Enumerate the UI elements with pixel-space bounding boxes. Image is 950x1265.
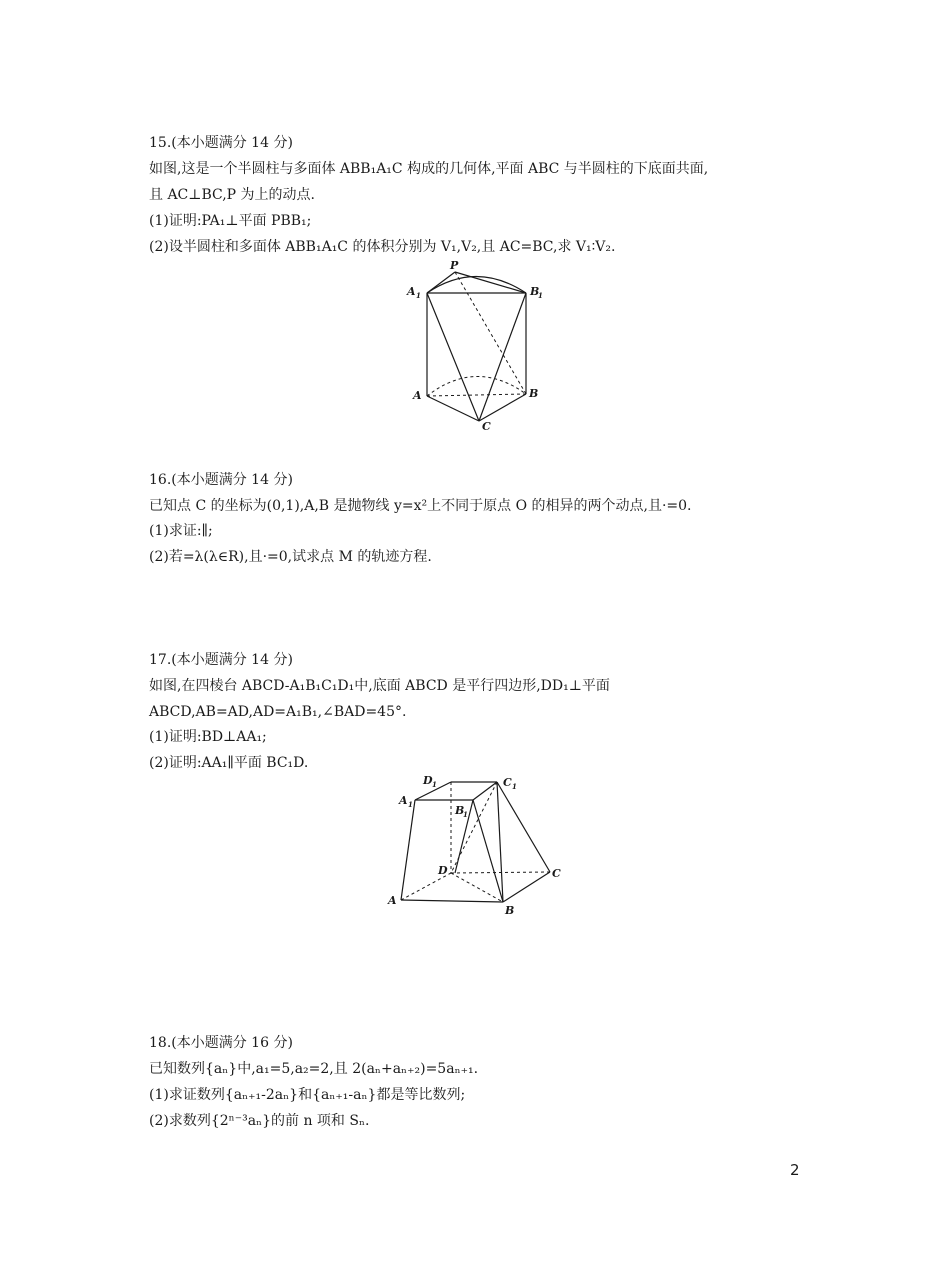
q17-label-C1: C bbox=[503, 776, 512, 789]
q17-part2: (2)证明:AA₁∥平面 BC₁D. bbox=[149, 755, 309, 771]
q16-line1: 已知点 C 的坐标为(0,1),A,B 是抛物线 y=x²上不同于原点 O 的相异的两个动点,且·=0. bbox=[149, 498, 692, 514]
q17-label-C1-sub: 1 bbox=[512, 782, 517, 791]
q15-header: 15.(本小题满分 14 分) bbox=[149, 135, 293, 151]
q17-label-C: C bbox=[552, 867, 561, 880]
q16-part2: (2)若=λ(λ∈R),且·=0,试求点 M 的轨迹方程. bbox=[149, 549, 432, 565]
q17-part1: (1)证明:BD⊥AA₁; bbox=[149, 729, 267, 745]
q15-label-A: A bbox=[413, 389, 422, 402]
q15-part2: (2)设半圆柱和多面体 ABB₁A₁C 的体积分别为 V₁,V₂,且 AC=BC,求 V₁∶V₂. bbox=[149, 239, 616, 255]
q16-header: 16.(本小题满分 14 分) bbox=[149, 472, 293, 488]
q17-figure bbox=[385, 770, 570, 920]
q15-label-B: B bbox=[529, 387, 539, 400]
q17-label-D1: D bbox=[423, 774, 433, 787]
q15-figure bbox=[400, 258, 560, 433]
q15-label-B1: B bbox=[530, 285, 540, 298]
q17-label-B1: B bbox=[455, 804, 465, 817]
q15-label-C: C bbox=[482, 420, 491, 433]
q18-header: 18.(本小题满分 16 分) bbox=[149, 1035, 293, 1051]
q18-part2: (2)求数列{2ⁿ⁻³aₙ}的前 n 项和 Sₙ. bbox=[149, 1113, 370, 1129]
q17-label-A1-sub: 1 bbox=[408, 800, 413, 809]
q17-label-B1-sub: 1 bbox=[463, 810, 468, 819]
q17-line1: 如图,在四棱台 ABCD-A₁B₁C₁D₁中,底面 ABCD 是平行四边形,DD₁⊥平面 bbox=[149, 678, 610, 694]
q15-label-A1-sub: 1 bbox=[416, 291, 421, 300]
q17-line2: ABCD,AB=AD,AD=A₁B₁,∠BAD=45°. bbox=[149, 704, 407, 720]
q18-part1: (1)求证数列{aₙ₊₁-2aₙ}和{aₙ₊₁-aₙ}都是等比数列; bbox=[149, 1087, 466, 1103]
q16-part1: (1)求证:∥; bbox=[149, 523, 213, 539]
q15-label-B1-sub: 1 bbox=[538, 291, 543, 300]
page-number: 2 bbox=[790, 1161, 800, 1179]
q15-label-A1: A bbox=[407, 285, 416, 298]
q17-header: 17.(本小题满分 14 分) bbox=[149, 652, 293, 668]
q17-label-B: B bbox=[505, 904, 515, 917]
q17-label-D1-sub: 1 bbox=[432, 780, 437, 789]
q15-label-P: P bbox=[450, 259, 459, 272]
q18-line1: 已知数列{aₙ}中,a₁=5,a₂=2,且 2(aₙ+aₙ₊₂)=5aₙ₊₁. bbox=[149, 1061, 479, 1077]
q15-line2: 且 AC⊥BC,P 为上的动点. bbox=[149, 187, 315, 203]
q17-label-A1: A bbox=[399, 794, 408, 807]
q15-line1: 如图,这是一个半圆柱与多面体 ABB₁A₁C 构成的几何体,平面 ABC 与半圆柱的下底面共面, bbox=[149, 161, 709, 177]
q17-label-D: D bbox=[438, 864, 448, 877]
q17-label-A: A bbox=[388, 894, 397, 907]
q15-part1: (1)证明:PA₁⊥平面 PBB₁; bbox=[149, 213, 312, 229]
